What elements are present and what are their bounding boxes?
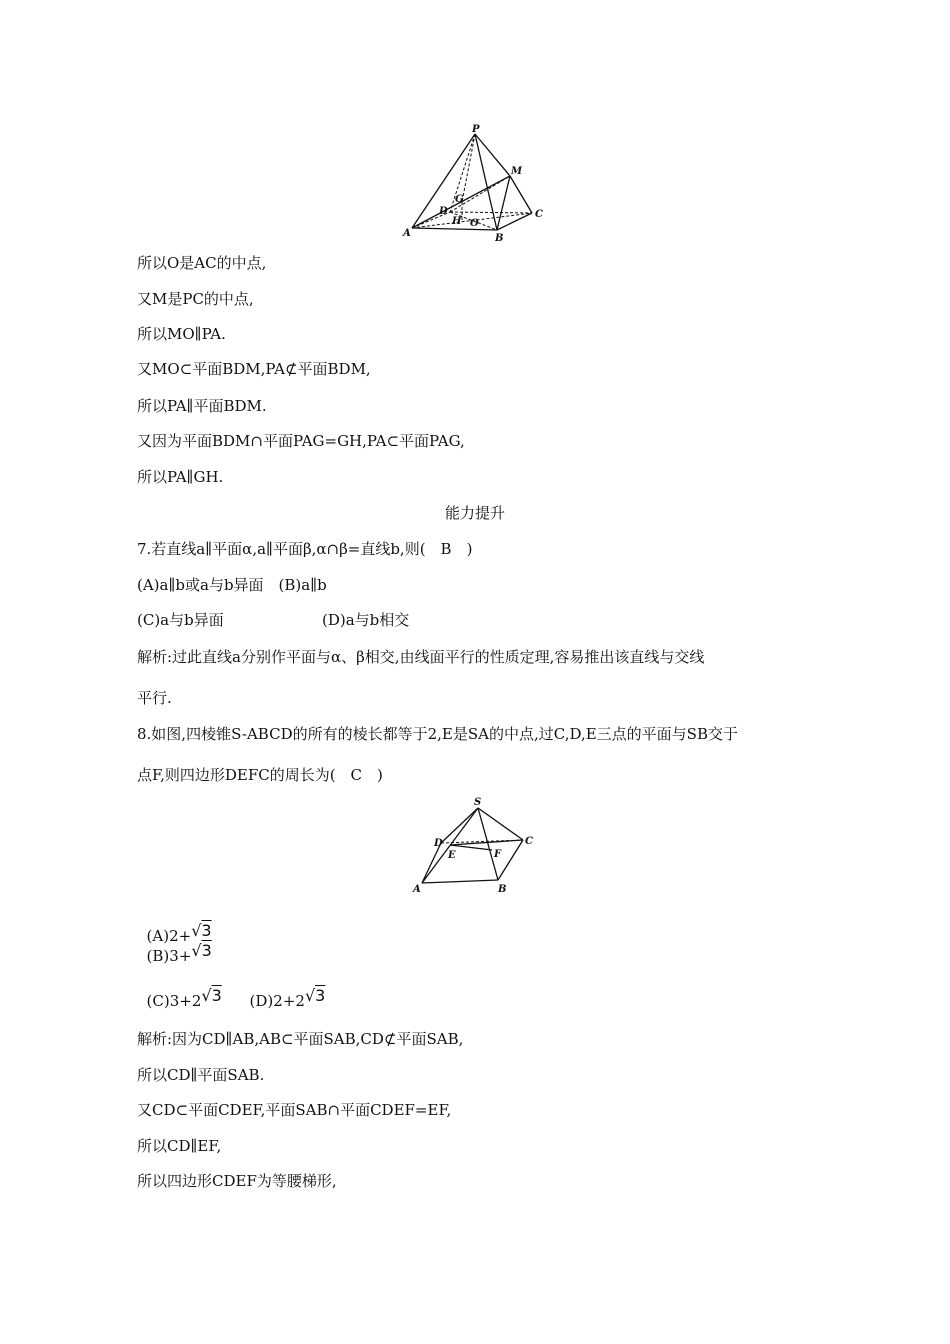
q7-options-ab: (A)a∥b或a与b异面 (B)a∥b <box>137 576 327 594</box>
proof1-line-4: 又MO⊂平面BDM,PA⊄平面BDM, <box>137 360 371 378</box>
sqrt-3-c: √3 <box>201 986 222 1005</box>
proof1-line-3: 所以MO∥PA. <box>137 325 226 343</box>
proof1-line-6: 又因为平面BDM∩平面PAG=GH,PA⊂平面PAG, <box>137 432 465 450</box>
q8-option-d: (D)2+2 <box>249 992 305 1010</box>
label-h: H <box>452 216 462 227</box>
label-c2: C <box>525 836 533 847</box>
label-o: O <box>470 218 479 229</box>
pyramid-figure-2 <box>410 795 550 900</box>
label-m: M <box>511 166 523 177</box>
sqrt-3-a: √3 <box>191 921 212 940</box>
proof1-line-5: 所以PA∥平面BDM. <box>137 397 267 415</box>
q8-stem-2: 点F,则四边形DEFC的周长为( C ) <box>137 766 383 784</box>
q7-analysis-1: 解析:过此直线a分别作平面与α、β相交,由线面平行的性质定理,容易推出该直线与交线 <box>137 648 705 666</box>
sqrt-3-b: √3 <box>191 941 212 960</box>
label-p: P <box>472 124 480 135</box>
label-a2: A <box>413 884 421 895</box>
q8-options-cd <box>137 971 222 1011</box>
q8-option-c: (C)3+2 <box>146 992 202 1010</box>
label-d: D <box>439 206 448 217</box>
q7-stem: 7.若直线a∥平面α,a∥平面β,α∩β=直线b,则( B ) <box>137 540 473 558</box>
proof2-line-5: 所以四边形CDEF为等腰梯形, <box>137 1172 337 1190</box>
label-b: B <box>495 233 504 244</box>
label-a: A <box>403 228 411 239</box>
section-title: 能力提升 <box>444 504 505 522</box>
label-b2: B <box>498 884 507 895</box>
q8-options-ab <box>137 906 212 966</box>
proof1-line-2: 又M是PC的中点, <box>137 290 254 308</box>
label-f: F <box>494 849 502 860</box>
proof1-line-1: 所以O是AC的中点, <box>137 254 267 272</box>
q8-option-a: (A)2+ <box>146 927 192 945</box>
q8-option-b: (B)3+ <box>146 947 192 965</box>
q8-stem-1: 8.如图,四棱锥S-ABCD的所有的棱长都等于2,E是SA的中点,过C,D,E三点的平面与SB交于 <box>137 725 738 743</box>
proof2-line-4: 所以CD∥EF, <box>137 1137 222 1155</box>
label-e: E <box>448 850 456 861</box>
label-s: S <box>474 797 482 808</box>
q7-option-d: (D)a与b相交 <box>322 611 410 629</box>
q8-options-d <box>240 971 325 1011</box>
q7-analysis-2: 平行. <box>137 689 172 707</box>
proof2-line-3: 又CD⊂平面CDEF,平面SAB∩平面CDEF=EF, <box>137 1101 452 1119</box>
proof2-line-1: 解析:因为CD∥AB,AB⊂平面SAB,CD⊄平面SAB, <box>137 1030 464 1048</box>
pyramid-figure-1 <box>400 120 560 248</box>
proof2-line-2: 所以CD∥平面SAB. <box>137 1066 265 1084</box>
sqrt-3-d: √3 <box>304 986 326 1005</box>
label-d2: D <box>434 838 443 849</box>
label-c: C <box>535 209 543 220</box>
label-g: G <box>455 194 464 205</box>
proof1-line-7: 所以PA∥GH. <box>137 468 224 486</box>
q7-option-c: (C)a与b异面 <box>137 611 224 629</box>
